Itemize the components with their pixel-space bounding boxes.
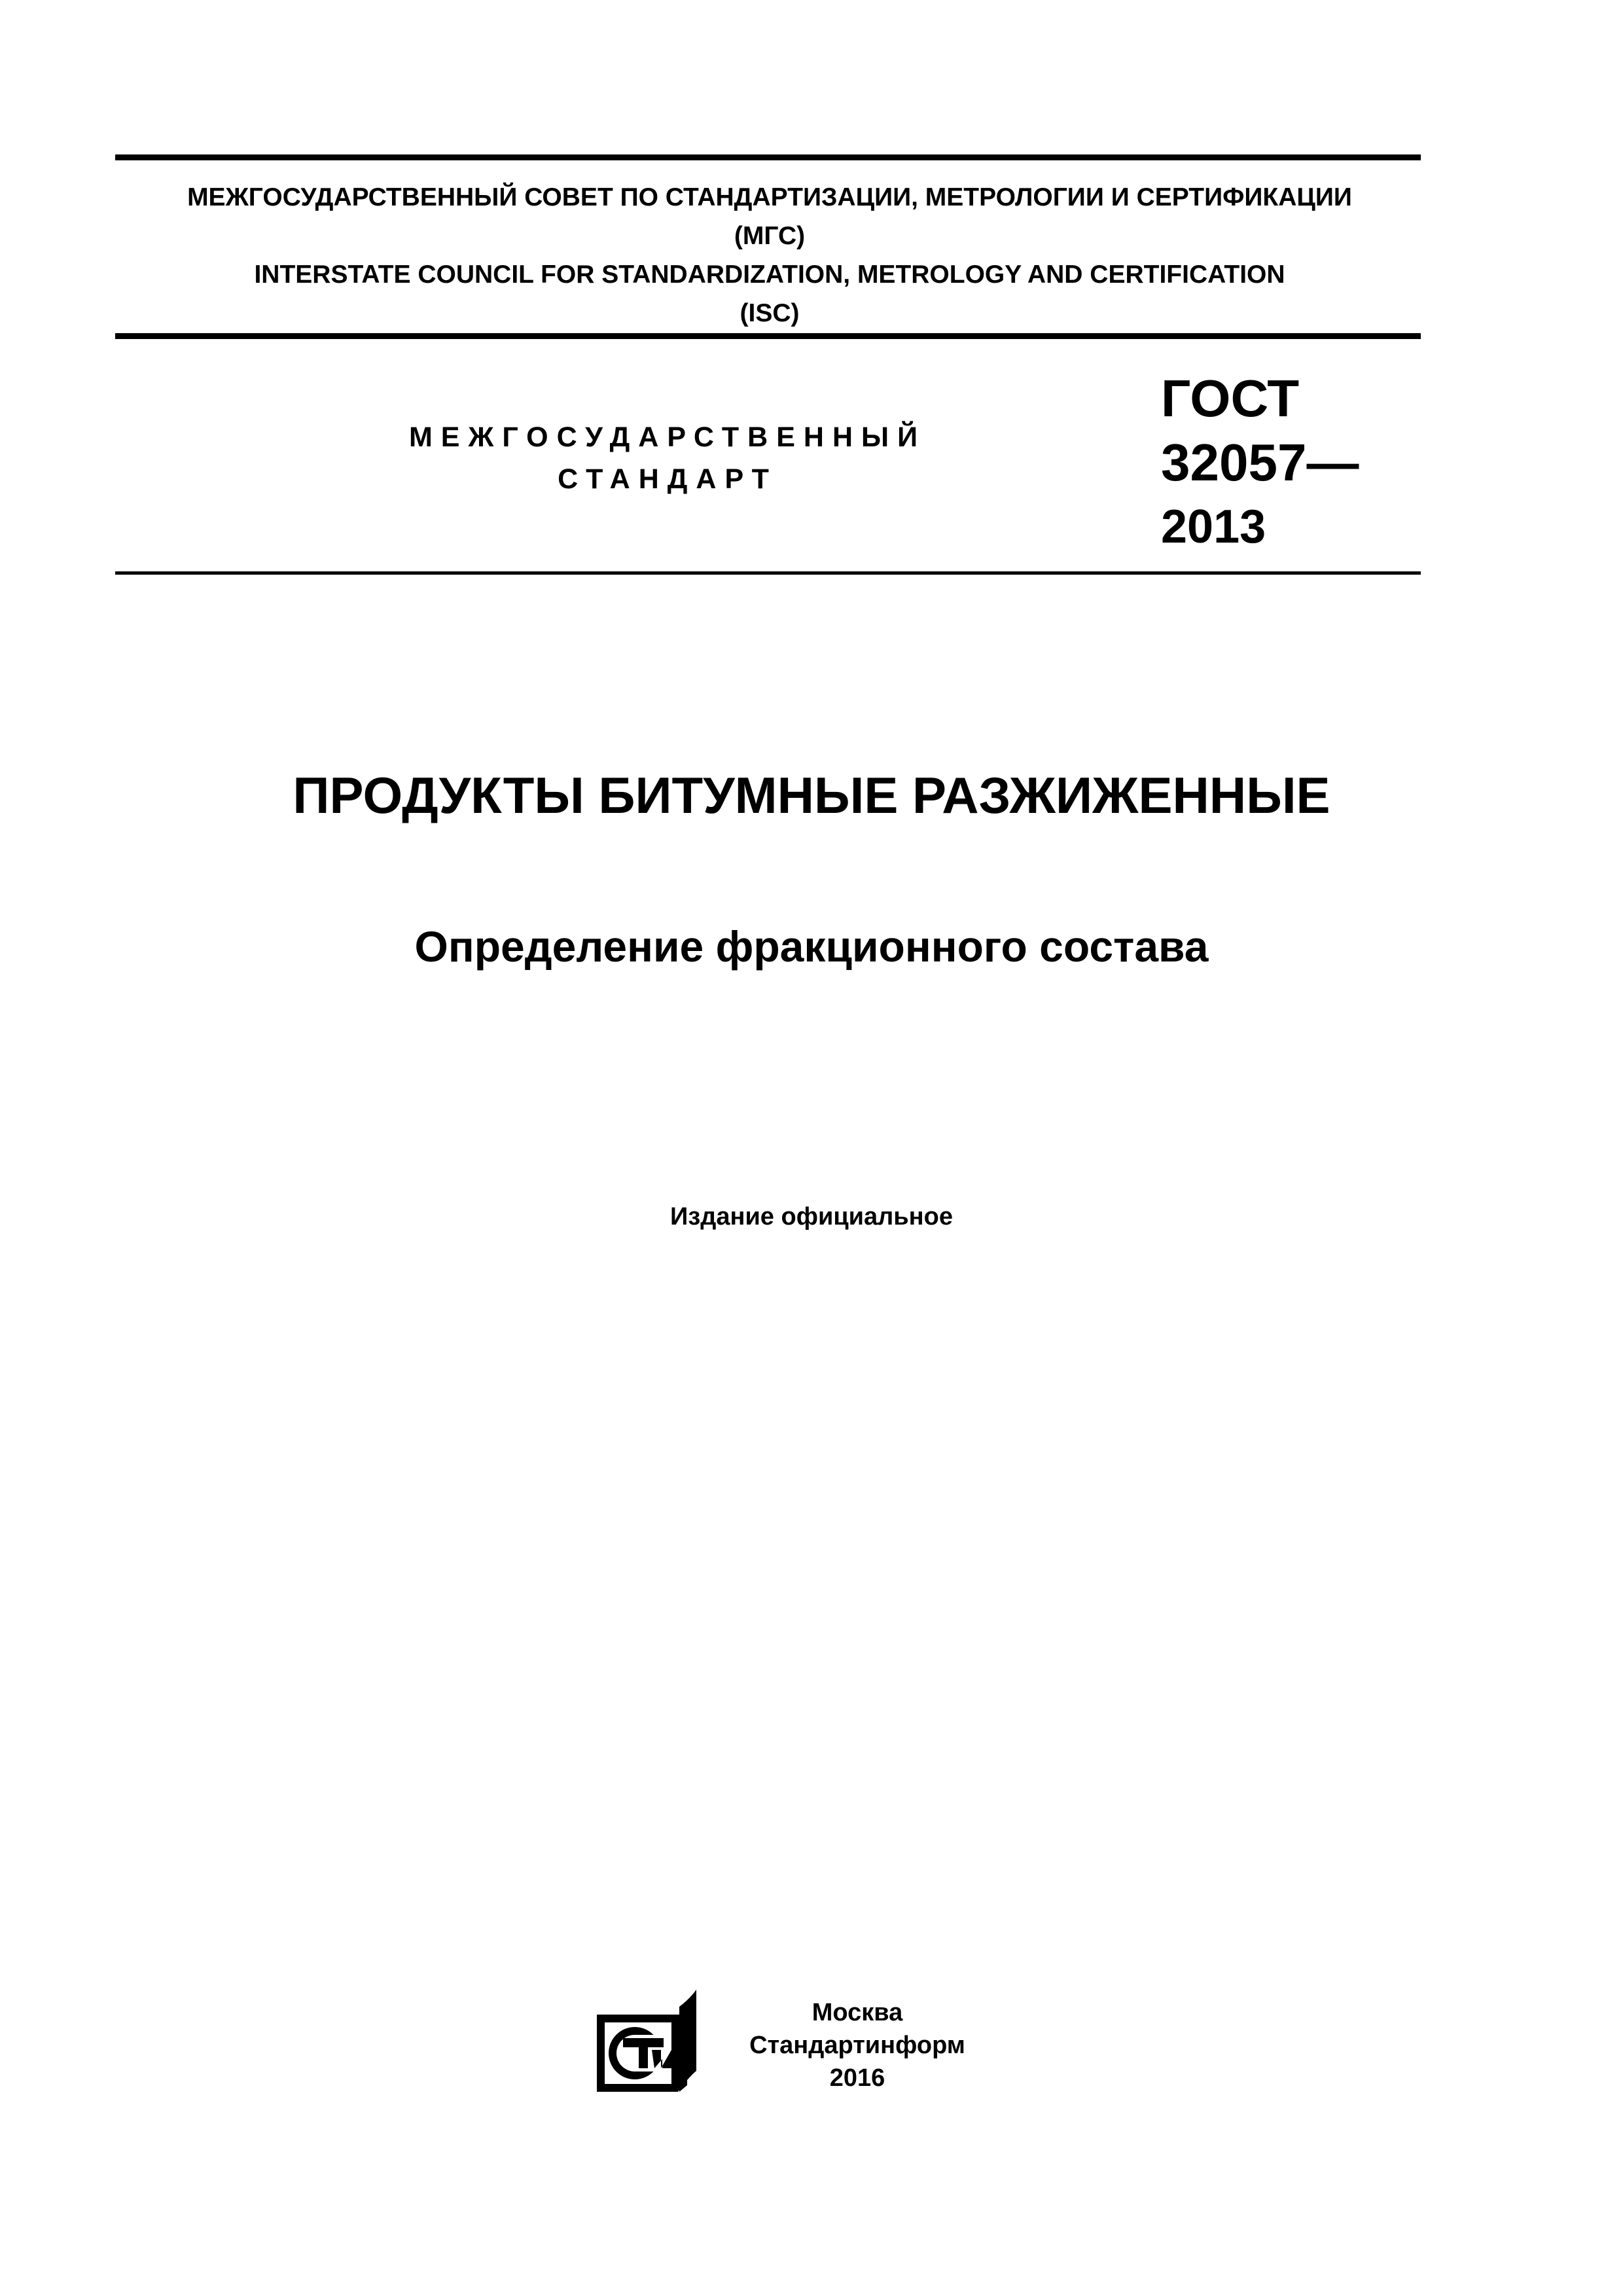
header-rule (115, 333, 1421, 339)
imprint-city: Москва (812, 1999, 903, 2026)
gost-number: 32057— (1161, 433, 1359, 492)
imprint-year: 2016 (829, 2064, 885, 2092)
gost-prefix: ГОСТ (1161, 369, 1300, 427)
edition-note: Издание официальное (670, 1203, 953, 1230)
standard-type-line2: СТАНДАРТ (558, 463, 777, 495)
imprint-publisher: Стандартинформ (749, 2032, 965, 2059)
gost-designation (1161, 367, 1359, 559)
council-abbr-en: (ISC) (740, 299, 800, 327)
designation-rule (115, 571, 1421, 575)
standartinform-logo-icon (593, 1987, 701, 2095)
document-title: ПРОДУКТЫ БИТУМНЫЕ РАЗЖИЖЕННЫЕ (293, 766, 1330, 824)
gost-year: 2013 (1161, 501, 1266, 553)
standard-type-line1: МЕЖГОСУДАРСТВЕННЫЙ (408, 422, 927, 453)
document-subtitle: Определение фракционного состава (414, 922, 1209, 971)
council-name-ru: МЕЖГОСУДАРСТВЕННЫЙ СОВЕТ ПО СТАНДАРТИЗАЦИИ, МЕТРОЛОГИИ И СЕРТИФИКАЦИИ (187, 183, 1352, 211)
council-header (115, 178, 1424, 332)
imprint (720, 1996, 995, 2094)
council-name-en: INTERSTATE COUNCIL FOR STANDARDIZATION, METROLOGY AND CERTIFICATION (254, 260, 1285, 289)
council-abbr-ru: (МГС) (734, 222, 806, 250)
top-rule (115, 154, 1421, 160)
standard-type (340, 416, 995, 500)
